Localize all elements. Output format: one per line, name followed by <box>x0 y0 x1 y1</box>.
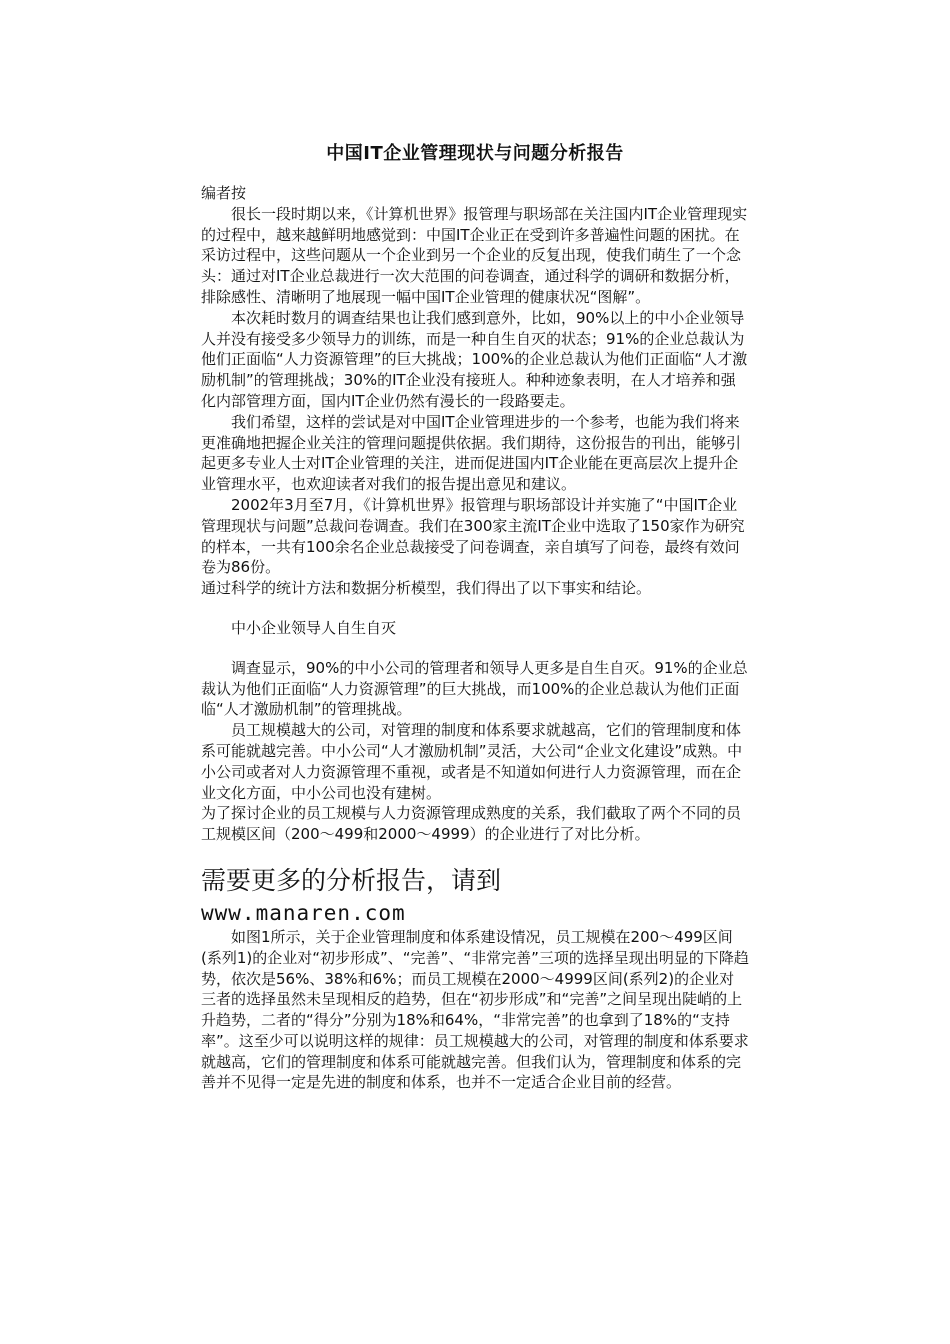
analysis-paragraph: 如图1所示，关于企业管理制度和体系建设情况，员工规模在200～499区间(系列1)的企业对“初步形成”、“完善”、“非常完善”三项的选择呈现出明显的下降趋势，依次是56%、38%和6%；而员工规模在2000～4999区间(系列2)的企业对三者的选择虽然未呈现相反的趋势，但在“初步形成”和“完善”之间呈现出陡峭的上升趋势，二者的“得分”分别为18%和64%，“非常完善”的也拿到了18%的“支持率”。这至少可以说明这样的规律：员工规模越大的公司，对管理的制度和体系要求就越高，它们的管理制度和体系可能就越完善。但我们认为，管理制度和体系的完善并不见得一定是先进的制度和体系，也并不一定适合企业目前的经营。 <box>201 927 749 1092</box>
section-heading: 中小企业领导人自生自灭 <box>231 618 397 637</box>
section-paragraph-3: 为了探讨企业的员工规模与人力资源管理成熟度的关系，我们截取了两个不同的员工规模区间（200～499和2000～4999）的企业进行了对比分析。 <box>201 804 742 844</box>
intro-paragraph-4: 2002年3月至7月，《计算机世界》报管理与职场部设计并实施了“中国IT企业管理现状与问题”总裁问卷调查。我们在300家主流IT企业中选取了150家作为研究的样本，一共有100余名企业总裁接受了问卷调查，亲自填写了问卷，最终有效问卷为86份。 <box>201 495 745 577</box>
intro-paragraph-5: 通过科学的统计方法和数据分析模型，我们得出了以下事实和结论。 <box>201 579 652 598</box>
intro-paragraph-1: 很长一段时期以来，《计算机世界》报管理与职场部在关注国内IT企业管理现实的过程中，越来越鲜明地感觉到：中国IT企业正在受到许多普遍性问题的困扰。在采访过程中，这些问题从一个企业到另一个企业的反复出现，使我们萌生了一个念头：通过对IT企业总裁进行一次大范围的问卷调查，通过科学的调研和数据分析，排除感性、清晰明了地展现一幅中国IT企业管理的健康状况“图解”。 <box>201 204 748 306</box>
intro-paragraph-2: 本次耗时数月的调查结果也让我们感到意外，比如，90%以上的中小企业领导人并没有接受多少领导力的训练，而是一种自生自灭的状态；91%的企业总裁认为他们正面临“人力资源管理”的巨大挑战；100%的企业总裁认为他们正面临“人才激励机制”的管理挑战；30%的IT企业没有接班人。种种迹象表明，在人才培养和强化内部管理方面，国内IT企业仍然有漫长的一段路要走。 <box>201 308 748 410</box>
intro-paragraph-3: 我们希望，这样的尝试是对中国IT企业管理进步的一个参考，也能为我们将来更准确地把握企业关注的管理问题提供依据。我们期待，这份报告的刊出，能够引起更多专业人士对IT企业管理的关注，进而促进国内IT企业能在更高层次上提升企业管理水平，也欢迎读者对我们的报告提出意见和建议。 <box>201 412 742 494</box>
document-title: 中国IT企业管理现状与问题分析报告 <box>326 143 624 164</box>
promo-url: www.manaren.com <box>201 900 406 925</box>
document-body <box>201 183 749 1093</box>
section-paragraph-1: 调查显示，90%的中小公司的管理者和领导人更多是自生自灭。91%的企业总裁认为他们正面临“人力资源管理”的巨大挑战，而100%的企业总裁认为他们正面临“人才激励机制”的管理挑战。 <box>201 658 748 719</box>
promo-text: 需要更多的分析报告，请到 <box>201 865 502 895</box>
editor-note-label: 编者按 <box>201 184 247 202</box>
section-paragraph-2: 员工规模越大的公司，对管理的制度和体系要求就越高，它们的管理制度和体系可能就越完善。中小公司“人才激励机制”灵活，大公司“企业文化建设”成熟。中小公司或者对人力资源管理不重视，或者是不知道如何进行人力资源管理，而在企业文化方面，中小公司也没有建树。 <box>201 721 743 802</box>
